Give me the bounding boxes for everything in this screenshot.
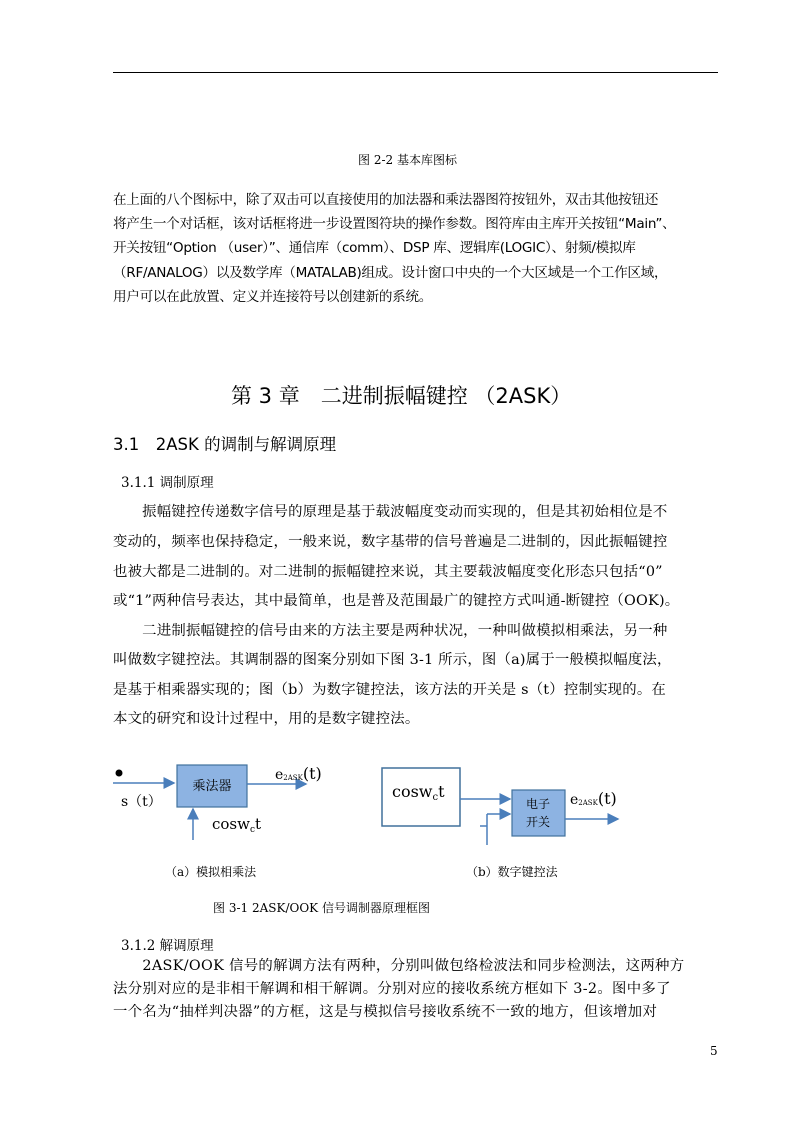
carrier-label-b-sub: c (432, 792, 439, 803)
subsection-title: 3.1.1 调制原理 (121, 475, 214, 491)
paragraph-line: 振幅键控传递数字信号的原理是基于载波幅度变动而实现的，但是其初始相位是不 (113, 504, 668, 520)
paragraph-line: 法分别对应的是非相干解调和相干解调。分别对应的接收系统方框如下 3-2。图中多了 (113, 981, 671, 997)
output-label-a (275, 764, 322, 783)
paragraph-line: （RF/ANALOG）以及数学库（MATALAB)组成。设计窗口中央的一个大区域是一个工作区域， (113, 265, 668, 281)
output-label-a-tail: (t) (302, 764, 322, 783)
output-label-b (570, 789, 617, 808)
carrier-label-a-sub: c (249, 825, 256, 835)
carrier-label-b-tail: t (438, 782, 445, 801)
paragraph-line: 在上面的八个图标中，除了双击可以直接使用的加法器和乘法器图符按钮外，双击其他按钮还 (113, 192, 659, 208)
input-dot (116, 770, 123, 777)
header-rule (113, 72, 718, 73)
output-label-a-main: e (275, 767, 284, 783)
carrier-label-b-main: cosw (392, 782, 433, 801)
paragraph-line: 变动的，频率也保持稳定，一般来说，数字基带的信号普遍是二进制的，因此振幅键控 (113, 534, 668, 550)
chapter-title: 第 3 章 二进制振幅键控 （2ASK） (231, 384, 572, 408)
paragraph-line: 或“1”两种信号表达，其中最简单，也是普及范围最广的键控方式叫通-断键控（OOK)。 (113, 593, 680, 609)
output-label-b-tail: (t) (597, 789, 617, 808)
input-label: s（t） (121, 794, 162, 810)
paragraph-line: 叫做数字键控法。其调制器的图案分别如下图 3-1 所示，图（a)属于一般模拟幅度法， (113, 652, 672, 668)
switch-label-line-1: 电子 (525, 797, 551, 811)
carrier-label-a-tail: t (255, 815, 262, 833)
figure-2-2-caption: 图 2-2 基本库图标 (358, 153, 457, 167)
output-label-b-sub: 2ASK (578, 799, 598, 807)
page-number: 5 (710, 1044, 718, 1058)
caption-a: （a）模拟相乘法 (165, 865, 257, 879)
figure-3-1-diagram (0, 750, 793, 890)
paragraph-line: 一个名为“抽样判决器”的方框，这是与模拟信号接收系统不一致的地方，但该增加对 (113, 1004, 658, 1020)
carrier-label-a-main: cosw (212, 815, 250, 833)
carrier-label-a (212, 815, 261, 835)
subsection-title: 3.1.2 解调原理 (121, 938, 214, 954)
switch-label-line-2: 开关 (525, 815, 551, 829)
figure-3-1-caption: 图 3-1 2ASK/OOK 信号调制器原理框图 (213, 901, 430, 915)
paragraph-line: 用户可以在此放置、定义并连接符号以创建新的系统。 (113, 289, 433, 305)
output-label-b-main: e (570, 792, 579, 808)
paragraph-line: 将产生一个对话框，该对话框将进一步设置图符块的操作参数。图符库由主库开关按钮“Main”、 (113, 216, 676, 232)
paragraph-line: 开关按钮“Option （user）”、通信库（comm）、DSP 库、逻辑库(LOGIC）、射频/模拟库 (113, 240, 636, 256)
carrier-label-b (392, 782, 445, 803)
paragraph-line: 是基于相乘器实现的；图（b）为数字键控法，该方法的开关是 s（t）控制实现的。在 (113, 682, 667, 698)
paragraph-line: 也被大都是二进制的。对二进制的振幅键控来说，其主要载波幅度变化形态只包括“0” (113, 564, 663, 580)
caption-b: （b）数字键控法 (466, 865, 558, 879)
paragraph-line: 2ASK/OOK 信号的解调方法有两种，分别叫做包络检波法和同步检测法，这两种方 (113, 958, 685, 974)
paragraph-line: 本文的研究和设计过程中，用的是数字键控法。 (113, 711, 420, 727)
multiplier-label: 乘法器 (192, 779, 232, 794)
output-label-a-sub: 2ASK (283, 774, 303, 782)
section-title: 3.1 2ASK 的调制与解调原理 (113, 435, 337, 454)
paragraph-line: 二进制振幅键控的信号由来的方法主要是两种状况，一种叫做模拟相乘法，另一种 (113, 623, 668, 639)
